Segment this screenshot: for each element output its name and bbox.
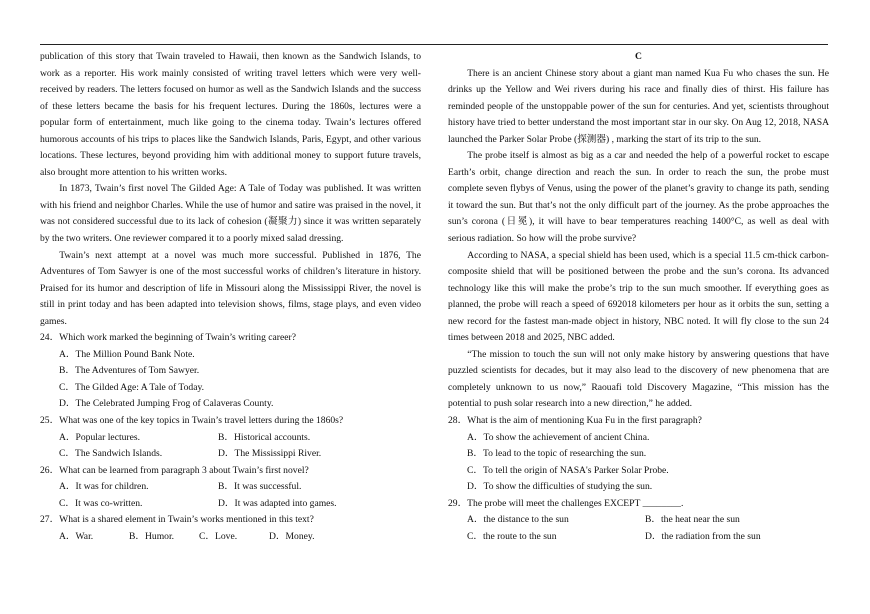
passage-b-paragraph-2: In 1873, Twain’s first novel The Gilded Age: A Tale of Today was published. It was written with his friend and neighbor Charles. While the use of humor and satire was praised in the novel, it was not considered successful due to its lack of cohesion (凝聚力) since it was written separately by the two writers. One reviewer compared it to a poorly mixed salad dressing. (40, 183, 421, 245)
question-29-option-a: A．the distance to the sun (467, 514, 569, 526)
right-column (448, 49, 829, 545)
question-27-option-c: C．Love. (199, 530, 238, 542)
question-24-option-c: C．The Gilded Age: A Tale of Today. (59, 381, 205, 393)
question-25-options-row-2 (40, 446, 421, 463)
question-28-option-a: A．To show the achievement of ancient China. (467, 431, 650, 443)
top-rule (40, 44, 828, 45)
question-26-option-b: B．It was successful. (218, 481, 302, 493)
question-27-option-d: D．Money. (269, 530, 315, 542)
question-24-option-a: A．The Million Pound Bank Note. (59, 348, 195, 360)
passage-c-paragraph-4: “The mission to touch the sun will not only make history by answering questions that have puzzled scientists for decades, but it may also lead to the discovery of new phenomena that are completely unknown to us now,” Raouafi told Discovery Magazine, “This mission has the potential to push solar research into a new direction,” he added. (448, 348, 829, 410)
question-29-option-d: D．the radiation from the sun (645, 530, 761, 542)
passage-c-paragraph-1: There is an ancient Chinese story about a giant man named Kua Fu who chases the sun. He drinks up the Yellow and Wei rivers during his race and finally dies of thirst. His failure has reminded people of the unstoppable power of the sun for centuries. And yet, scientists throughout history have tried to better understand the most important star in our sky. On Aug 12, 2018, NASA launched the Parker Solar Probe (探测器) , marking the start of its trip to the sun. (448, 67, 829, 145)
question-27-option-a: A．War. (59, 530, 94, 542)
question-27-stem: 27．What is a shared element in Twain’s works mentioned in this text? (40, 514, 314, 526)
passage-c-paragraph-2: The probe itself is almost as big as a car and needed the help of a powerful rocket to escape Earth’s orbit, change direction and reach the sun. In order to reach the sun, the probe must complete seven flybys of Venus, using the power of the planet’s gravity to change its path, sending it toward the sun. But that’s not the only difficult part of the journey. As the probe approaches the sun’s corona (日冕), it will have to bear temperatures reaching 1400°C, as well as deal with serious radiation. So how will the probe survive? (448, 150, 829, 245)
question-26-options-row-2 (40, 496, 421, 513)
left-column (40, 49, 421, 545)
question-25-option-b: B．Historical accounts. (218, 431, 311, 443)
question-28-stem: 28．What is the aim of mentioning Kua Fu in the first paragraph? (448, 415, 702, 427)
question-29-stem: 29．The probe will meet the challenges EXCEPT ________. (448, 497, 684, 509)
question-29-options-row-1 (448, 512, 829, 529)
question-27-option-b: B．Humor. (129, 530, 175, 542)
question-25-stem: 25．What was one of the key topics in Twain’s travel letters during the 1860s? (40, 415, 344, 427)
question-26-option-d: D．It was adapted into games. (218, 497, 337, 509)
question-29-option-c: C．the route to the sun (467, 530, 557, 542)
question-25-option-d: D．The Mississippi River. (218, 448, 322, 460)
question-26-options-row-1 (40, 479, 421, 496)
question-24-option-b: B．The Adventures of Tom Sawyer. (59, 365, 200, 377)
question-25-option-c: C．The Sandwich Islands. (59, 448, 163, 460)
question-29-option-b: B．the heat near the sun (645, 514, 740, 526)
question-25-option-a: A．Popular lectures. (59, 431, 140, 443)
question-27-options-row (40, 529, 421, 546)
section-c-title: C (635, 51, 642, 62)
question-24-stem: 24．Which work marked the beginning of Twain’s writing career? (40, 332, 296, 344)
question-28-option-d: D．To show the difficulties of studying the sun. (467, 481, 653, 493)
question-26-option-c: C．It was co-written. (59, 497, 143, 509)
passage-b-paragraph-1: publication of this story that Twain traveled to Hawaii, then known as the Sandwich Islands, to work as a reporter. His work mainly consisted of writing travel letters which were very well-received by readers. The letters focused on humor as well as the Sandwich Islands and the success of these letters became the basis for his frequent lectures. During the 1860s, lectures were a popular form of entertainment, much like going to the cinema today. Twain’s lectures offered humorous accounts of his trips to places like the Sandwich Islands, Paris, Egypt, and other various locations. These lectures, beyond providing him with additional money to support future travels, also brought more attention to his written works. (40, 51, 421, 178)
question-26-option-a: A．It was for children. (59, 481, 149, 493)
question-28-option-b: B．To lead to the topic of researching the sun. (467, 448, 647, 460)
question-26-stem: 26．What can be learned from paragraph 3 about Twain’s first novel? (40, 464, 309, 476)
question-24-option-d: D．The Celebrated Jumping Frog of Calaveras County. (59, 398, 274, 410)
passage-c-paragraph-3: According to NASA, a special shield has been used, which is a special 11.5 cm-thick carbon-composite shield that will be positioned between the probe and the sun’s corona. Its advanced technology like this will make the probe’s trip to the sun much smoother. If everything goes as planned, the probe will reach a speed of 692018 kilometers per hour as it orbits the sun, setting a new record for the fastest man-made object in history, NBC noted. It will fly close to the sun 24 times between 2018 and 2025, NBC added. (448, 249, 829, 344)
question-28-option-c: C．To tell the origin of NASA's Parker Solar Probe. (467, 464, 669, 476)
question-25-options-row-1 (40, 430, 421, 447)
passage-b-paragraph-3: Twain’s next attempt at a novel was much more successful. Published in 1876, The Adventures of Tom Sawyer is one of the most successful works of children’s literature in history. Praised for its humor and description of life in Missouri along the Mississippi River, the novel is still in print today and has been adapted into television shows, films, stage plays, and even video games. (40, 249, 421, 327)
question-29-options-row-2 (448, 529, 829, 546)
